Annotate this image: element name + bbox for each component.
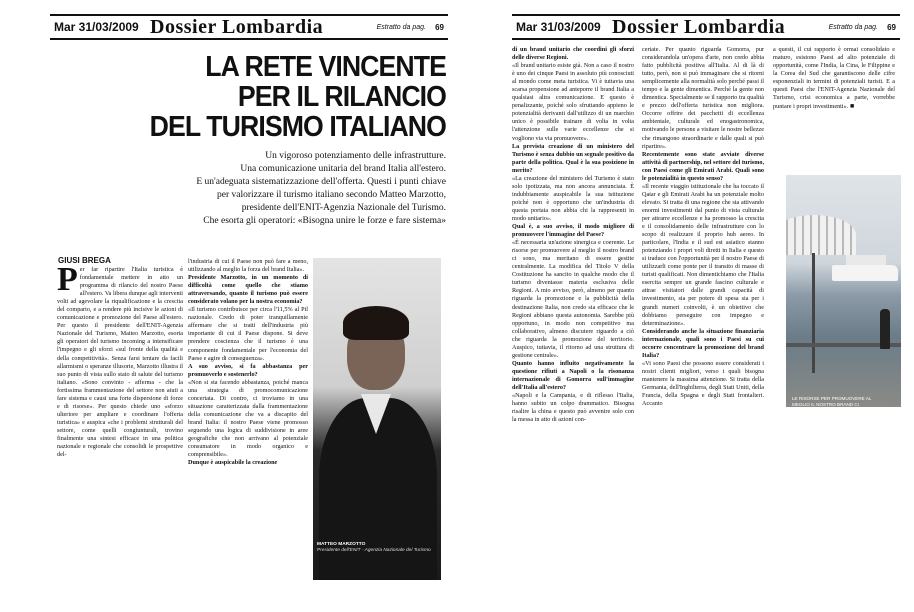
headline-line: PER IL RILANCIO (237, 81, 446, 113)
article-end-mark: ■ (848, 102, 855, 111)
header-date: Mar 31/03/2009 (54, 20, 139, 34)
interview-question: Quanto hanno influito negativamente la questione rifiuti a Napoli o la risonanza internazionale di Gomorra sull'immagine dell'Italia all'estero? (512, 359, 634, 391)
portrait-photo (313, 258, 441, 580)
header-extract-label: Estratto da pag. (376, 23, 426, 31)
interview-question: di un brand unitario che coordini gli sforzi delle diverse Regioni. (512, 46, 634, 62)
body-column (188, 258, 308, 590)
seaside-caption: LE RISORSE PER PROMUOVERE AL MEGLIO IL NOSTRO BRAND CI SONO, MA MERITANO DI ESSERE GESTITE CENTRALMENTE (792, 396, 872, 419)
header-page-number: 69 (887, 22, 896, 32)
umbrella-shape (786, 215, 856, 255)
body-column (57, 266, 183, 590)
standfirst-line: presidente dell'ENIT-Agenzia Nazionale del Turismo. (241, 203, 446, 213)
caption-name: MATTEO MARZOTTO (317, 542, 366, 547)
portrait-caption (317, 542, 437, 554)
page-header (50, 14, 448, 40)
header-title: Dossier Lombardia (612, 15, 786, 38)
article-headline (52, 52, 446, 142)
drop-cap: P (57, 266, 78, 298)
portrait-hair-shape (343, 306, 409, 340)
paragraph: «Napoli e la Campania, e di riflesso l'Italia, hanno subito un colpo drammatico. Bisogna risalire la china e questo può avvenire solo con la messa in atto di azioni con- (512, 392, 634, 424)
right-page (457, 0, 914, 612)
header-page-number: 69 (435, 22, 444, 32)
interview-question: Considerando anche la situazione finanziaria internazionale, quali sono i Paesi su cui occorre concentrare la promozione del brand Italia? (642, 327, 764, 359)
headline-line: DEL TURISMO ITALIANO (149, 111, 446, 143)
interview-question: A suo avviso, si fa abbastanza per promuoverlo e sostenerlo? (188, 362, 308, 378)
ship-shape (832, 265, 898, 281)
standfirst-line: Che esorta gli operatori: «Bisogna unire le forze e fare sistema» (203, 216, 446, 226)
standfirst-line: Un vigoroso potenziamento delle infrastrutture. (265, 151, 446, 161)
paragraph: l'industria di cui il Paese non può fare a meno, utilizzando al meglio la forza del brand Italia». (188, 258, 308, 274)
article-byline: GIUSI BREGA (58, 256, 111, 265)
paragraph: «Non si sta facendo abbastanza, poiché manca una strategia di promocomunicazione concertata. Di contro, ci troviamo in una situazione caratterizzata dalla frammentazione della comunicazione che va a discapito del brand Italia: il nostro Paese viene promosso seguendo una logica di suddivisione in aree geografiche che non arrivano al potenziale consumatore in modo organico e comprensibile». (188, 378, 308, 459)
interview-question: Qual è, a suo avviso, il modo migliore di promuovere l'immagine del Paese? (512, 223, 634, 239)
person-shape (880, 309, 890, 349)
paragraph: «Vi sono Paesi che possono essere considerati i nostri clienti migliori, verso i quali bisogna mantenere la massima attenzione. Si tratta della Germania, dell'Inghilterra, degli Stati Uniti, della Francia, della Spagna e degli Stati frontalieri. Accanto (642, 359, 764, 408)
umbrella-pole-shape (812, 253, 815, 373)
caption-role: Presidente dell'ENIT - Agenzia Nazionale del Turismo (317, 548, 431, 553)
header-date: Mar 31/03/2009 (516, 20, 601, 34)
paragraph: a questi, il cui rapporto è ormai consolidato e maturo, esistono Paesi ad alto potenziale di opportunità, come l'India, la Cina, le Filippine e la Corea del Sud che garantiscono delle cifre esponenziali in termini di potenziali turisti. E a questi Paesi che l'ENIT-Agenzia Nazionale del Turismo, crisi economica a parte, vorrebbe puntare i propri investimenti». ■ (773, 46, 895, 111)
standfirst-line: per valorizzare il turismo italiano secondo Matteo Marzotto, (217, 190, 446, 200)
paragraph: certate. Per quanto riguarda Gomorra, pur considerandola un'opera d'arte, non credo abbia fatto pubblicità positiva all'Italia. Al di là di tutto, però, non si può immaginare che si ritorni semplicemente alla normalità solo perché passi il tempo e la gente dimentica. Perché la gente non dimentica. Specialmente se il rapporto tra qualità e prezzo dell'offerta turistica non migliora. Occorre offrire dei pacchetti di eccellenza ambientale, culturale ed enogastronomica, motivando le persone a visitare le nostre bellezze che rimangono straordinarie e dalle quali si può ripartire». (642, 46, 764, 150)
interview-question: La prevista creazione di un ministero del Turismo è senza dubbio un segnale positivo da parte della politica. Qual è la sua posizione in merito? (512, 142, 634, 174)
header-title: Dossier Lombardia (150, 15, 324, 38)
page-header (512, 14, 900, 40)
seaside-photo (786, 175, 901, 407)
standfirst-line: Una comunicazione unitaria del brand Italia all'estero. (240, 164, 446, 174)
paragraph: er far ripartire l'Italia turistica è fondamentale mettere in atto un programma di rilancio del nostro Paese all'estero. Va libera dunque agli interventi volti ad agevolare la riqualificazione e la crescita del comparto, e a rendere più incisive le azioni di comunicazione e promozione del Paese all'estero. Per questo il presidente dell'ENIT-Agenzia Nazionale del Turismo, Matteo Marzotto, esorta gli operatori del turismo incoming a intensificare l'impegno e gli sforzi «sul fronte della qualità e della competitività». Senza farsi tentare da facili allarmismi o speranze illusorie, Marzotto illustra il suo punto di vista sullo stato di salute del turismo italiano. «Sono convinto - afferma - che la fortissima frammentazione del settore non aiuti a fare sistema e causi una forte dispersione di forze e di risorse». Per questo chiede uno «sforzo ulteriore per ampliare e coordinare l'offerta turistica» e auspica «che i problemi strutturali del settore, come quelli congiunturali, trovino finalmente una sintesi efficace in una politica nazionale e regionale che consolidi le prospettive del- (57, 266, 183, 459)
article-standfirst (52, 150, 446, 228)
paragraph: «È necessaria un'azione sinergica e coerente. Le risorse per promuovere al meglio il nostro brand ci sono, ma meritano di essere gestite centralmente. La modifica del Titolo V della Costituzione ha sancito in qualche modo che il turismo diventasse materia esclusiva delle Regioni. A mio avviso, però, almeno per quanto riguarda la promozione e la pubblicità della destinazione Italia, non credo sia efficace che le Regioni abbiano questa autonomia. Sarebbe più opportuno, in modo non competitivo ma collaborativo, almeno discutere riguardo a ciò che riguarda la promozione del territorio. Auspico, tuttavia, il ritorno ad una struttura di gestione centrale». (512, 239, 634, 359)
interview-question: Presidente Marzotto, in un momento di difficoltà come quello che stiamo attraversando, quanto il turismo può essere considerato volano per la nostra economia? (188, 274, 308, 306)
header-extract-label: Estratto da pag. (828, 23, 878, 31)
interview-question: Dunque è auspicabile la creazione (188, 459, 278, 467)
body-column (642, 46, 764, 592)
standfirst-line: E un'adeguata sistematizzazione dell'offerta. Questi i punti chiave (196, 177, 446, 187)
headline-line: LA RETE VINCENTE (205, 51, 446, 83)
paragraph: «Il brand unitario esiste già. Non a caso il nostro è uno dei cinque Paesi in assoluto più conosciuti al mondo come meta turistica. Vi è tuttavia una scarsa propensione ad anteporre il brand Italia a qualsiasi altra comunicazione. E questo è penalizzante, poiché solo sfruttando appieno le potenzialità derivanti dall'utilizzo di un marchio unico è possibile trainare di volta in volta l'attenzione sulle varie eccellenze che si vogliono via via promuovere». (512, 62, 634, 142)
body-column (773, 46, 895, 172)
interview-question: Recentemente sono state avviate diverse attività di partnership, nel settore del turismo, con Paesi come gli Emirati Arabi. Quali sono le potenzialità in questo senso? (642, 150, 764, 182)
body-column (512, 46, 634, 592)
paragraph: «Il recente viaggio istituzionale che ha toccato il Qatar e gli Emirati Arabi ha un potenziale molto elevato. Si tratta di una regione che sta attivando enormi investimenti dal punto di vista culturale per attrarre eccellenze e ha promosso la crescita e il consolidamento delle infrastrutture con lo scopo di realizzare il proprio hub aereo. In particolare, l'India e il sud est asiatico stanno potenziando i propri voli diretti in Italia e questo si traduce con l'opportunità per il nostro Paese di utilizzarli come ponte per il transito di masse di turisti qualificati. Non dimentichiamo che l'Italia esercita sempre un grande fascino culturale e attrae visitatori dalle grandi capacità di investimento, sia per potere di spesa sia per i grandi numeri coinvolti, è un obiettivo che dobbiamo perseguire con impegno e determinazione». (642, 182, 764, 327)
paragraph: «La creazione del ministero del Turismo è stato solo ipotizzata, ma non ancora annunciata. È indubbiamente auspicabile la sua istituzione poiché non è opportuno che un'industria di questa portata non abbia chi la rappresenti in modo unitario». (512, 174, 634, 222)
paragraph: «Il turismo contribuisce per circa l'11,5% al Pil nazionale. Credo di poter tranquillamente affermare che si tratti dell'industria più importante di cui il Paese dispone. Si deve prendere coscienza che il turismo è una componente fondamentale per l'economia del Paese e agire di conseguenza». (188, 306, 308, 362)
